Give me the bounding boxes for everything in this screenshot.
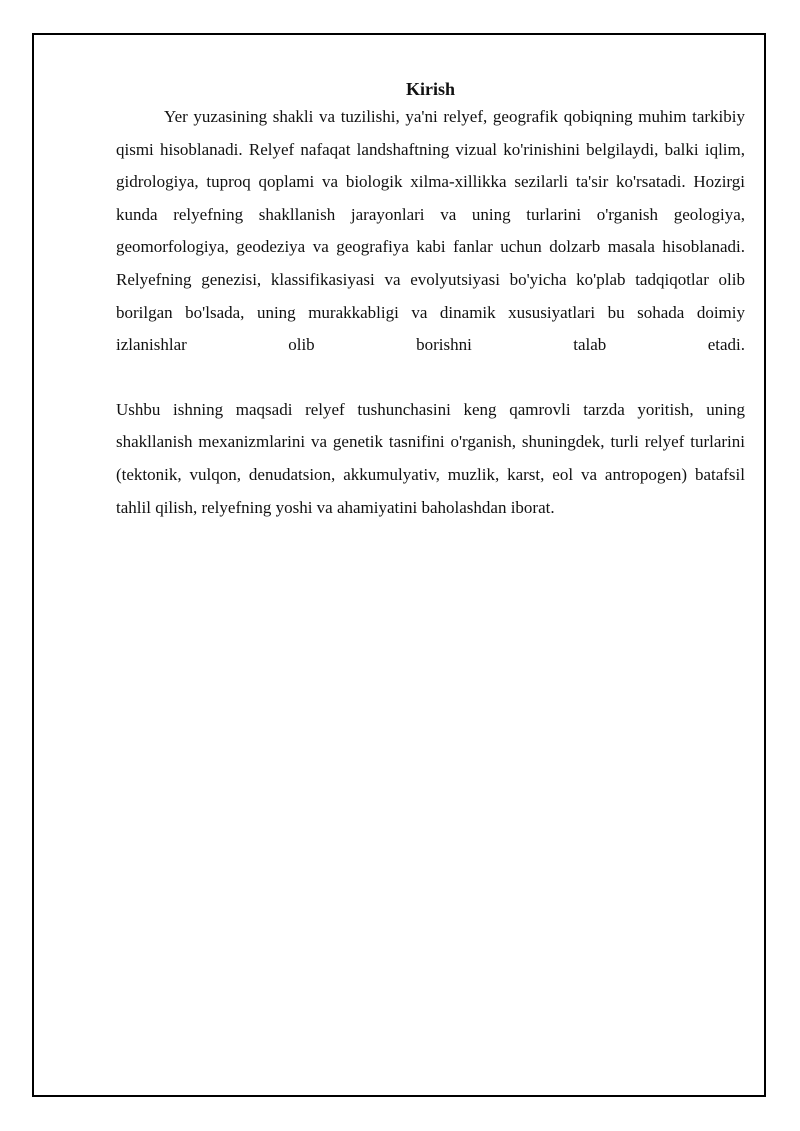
document-title: Kirish [405,79,455,99]
intro-paragraph: Yer yuzasining shakli va tuzilishi, ya'ni relyef, geografik qobiqning muhim tarkibiy qismi hisoblanadi. Relyef nafaqat landshaftning vizual ko'rinishini belgilaydi, balki iqlim, gidrologiya, tuproq qoplami va biologik xilma-xillikka sezilarli ta'sir ko'rsatadi. Hozirgi kunda relyefning shakllanish jarayonlari va uning turlarini o'rganish geologiya, geomorfologiya, geodeziya va geografiya kabi fanlar uchun dolzarb masala hisoblanadi. Relyefning genezisi, klassifikasiyasi va evolyutsiyasi bo'yicha ko'plab tadqiqotlar olib borilgan bo'lsada, uning murakkabligi va dinamik xususiyatlari bu sohada doimiy izlanishlar olib borishni talab etadi. [116,107,745,355]
page-border [32,33,766,1097]
goal-paragraph: Ushbu ishning maqsadi relyef tushunchasini keng qamrovli tarzda yoritish, uning shakllanish mexanizmlarini va genetik tasnifini o'rganish, shuningdek, turli relyef turlarini (tektonik, vulqon, denudatsion, akkumulyativ, muzlik, karst, eol va antropogen) batafsil tahlil qilish, relyefning yoshi va ahamiyatini baholashdan iborat. [116,399,745,517]
document-body [116,35,745,524]
